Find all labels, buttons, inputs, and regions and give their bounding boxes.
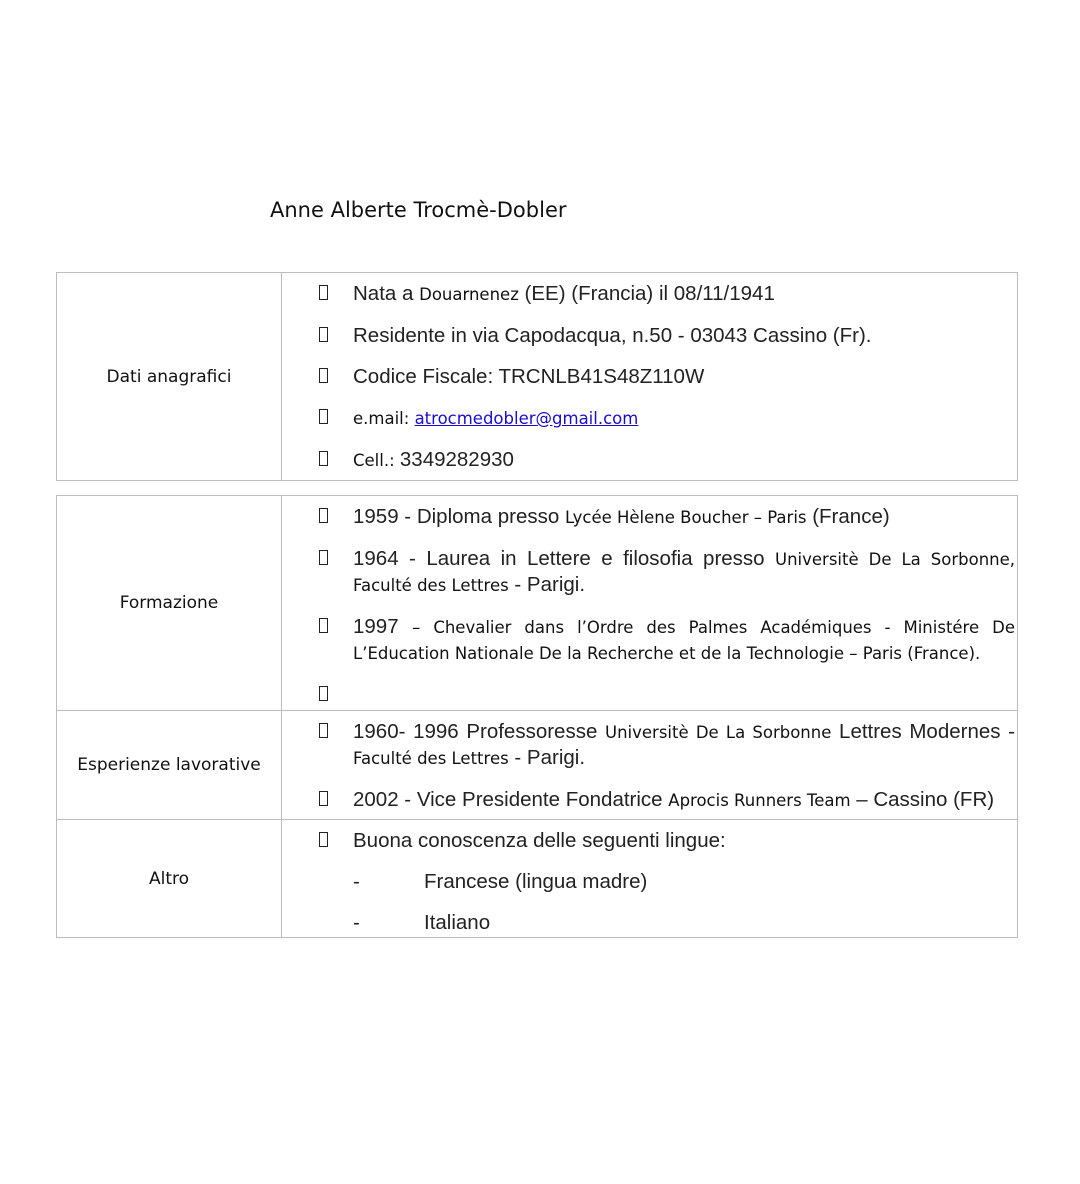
other-row [57, 820, 1018, 938]
email-label: e.mail: [353, 409, 415, 428]
dash-marker: - [353, 870, 360, 893]
bullet-icon [319, 451, 328, 466]
language-name: Francese (lingua madre) [424, 870, 648, 893]
education-item-diploma [282, 504, 1017, 530]
cv-sections-table [56, 495, 1018, 938]
phone-number: 3349282930 [399, 448, 514, 471]
personal-data-table [56, 272, 1018, 481]
birth-info-prefix: Nata a [353, 282, 420, 305]
bullet-icon [319, 368, 328, 383]
vp-suffix: – Cassino (FR) [850, 788, 995, 811]
bullet-icon [319, 791, 328, 806]
phone-info [282, 447, 1017, 473]
other-label: Altro [57, 820, 282, 938]
bullet-icon [319, 409, 328, 424]
email-link[interactable]: atrocmedobler@gmail.com [414, 409, 639, 428]
bullet-icon [319, 550, 328, 565]
honor-year: 1997 [353, 615, 413, 638]
education-item-honor [282, 614, 1017, 666]
degree-prefix: 1964 - Laurea in Lettere e filosofia presso [353, 547, 776, 570]
professor-suffix: - Parigi. [508, 746, 586, 769]
personal-data-label: Dati anagrafici [57, 273, 282, 481]
bullet-icon [319, 832, 328, 847]
education-item-empty [282, 682, 1017, 707]
birth-info-suffix: (EE) (Francia) il 08/11/1941 [518, 282, 775, 305]
dash-marker: - [353, 911, 360, 934]
phone-label: Cell.: [353, 451, 400, 470]
education-label: Formazione [57, 496, 282, 711]
education-item-degree [282, 546, 1017, 598]
language-name: Italiano [424, 911, 491, 934]
residence-text: Residente in via Capodacqua, n.50 - 03043 Cassino (Fr). [353, 324, 872, 347]
work-experience-content [282, 711, 1018, 820]
tax-code-info [282, 364, 1017, 389]
professor-middle: Lettres Modernes - [831, 720, 1015, 743]
degree-school: Universitè De La Sorbonne, Faculté des Lettres [353, 550, 1015, 595]
diploma-school: Lycée Hèlene Boucher – Paris [564, 508, 807, 527]
diploma-suffix: (France) [806, 505, 890, 528]
work-item-vice-president [282, 787, 1017, 813]
bullet-icon [319, 686, 328, 701]
diploma-prefix: 1959 - Diploma presso [353, 505, 565, 528]
birth-info [282, 281, 1017, 307]
bullet-icon [319, 285, 328, 300]
languages-intro [282, 828, 1017, 853]
other-content [282, 820, 1018, 938]
languages-intro-text: Buona conoscenza delle seguenti lingue: [353, 829, 726, 852]
bullet-icon [319, 723, 328, 738]
professor-faculty: Faculté des Lettres [353, 749, 509, 768]
professor-prefix: 1960- 1996 Professoresse [353, 720, 606, 743]
vp-prefix: 2002 - Vice Presidente Fondatrice [353, 788, 669, 811]
education-content [282, 496, 1018, 711]
personal-data-content [282, 273, 1018, 481]
work-experience-label: Esperienze lavorative [57, 711, 282, 820]
language-item [282, 910, 1017, 935]
bullet-icon [319, 327, 328, 342]
work-experience-row [57, 711, 1018, 820]
personal-data-row [57, 273, 1018, 481]
professor-university: Universitè De La Sorbonne [605, 723, 832, 742]
degree-suffix: - Parigi. [508, 573, 586, 596]
work-item-professor [282, 719, 1017, 771]
bullet-icon [319, 618, 328, 633]
education-row [57, 496, 1018, 711]
bullet-icon [319, 508, 328, 523]
honor-text: – Chevalier dans l’Ordre des Palmes Académiques - Ministére De L’Education Nationale De la Recherche et de la Technologie – Paris (France). [353, 618, 1015, 663]
residence-info [282, 323, 1017, 348]
vp-team: Aprocis Runners Team [668, 791, 851, 810]
language-item [282, 869, 1017, 894]
birth-place: Douarnenez [419, 285, 519, 304]
tax-code-text: Codice Fiscale: TRCNLB41S48Z110W [353, 365, 705, 388]
empty-line [353, 682, 1015, 707]
document-title: Anne Alberte Trocmè-Dobler [270, 198, 567, 222]
email-info [282, 405, 1017, 431]
